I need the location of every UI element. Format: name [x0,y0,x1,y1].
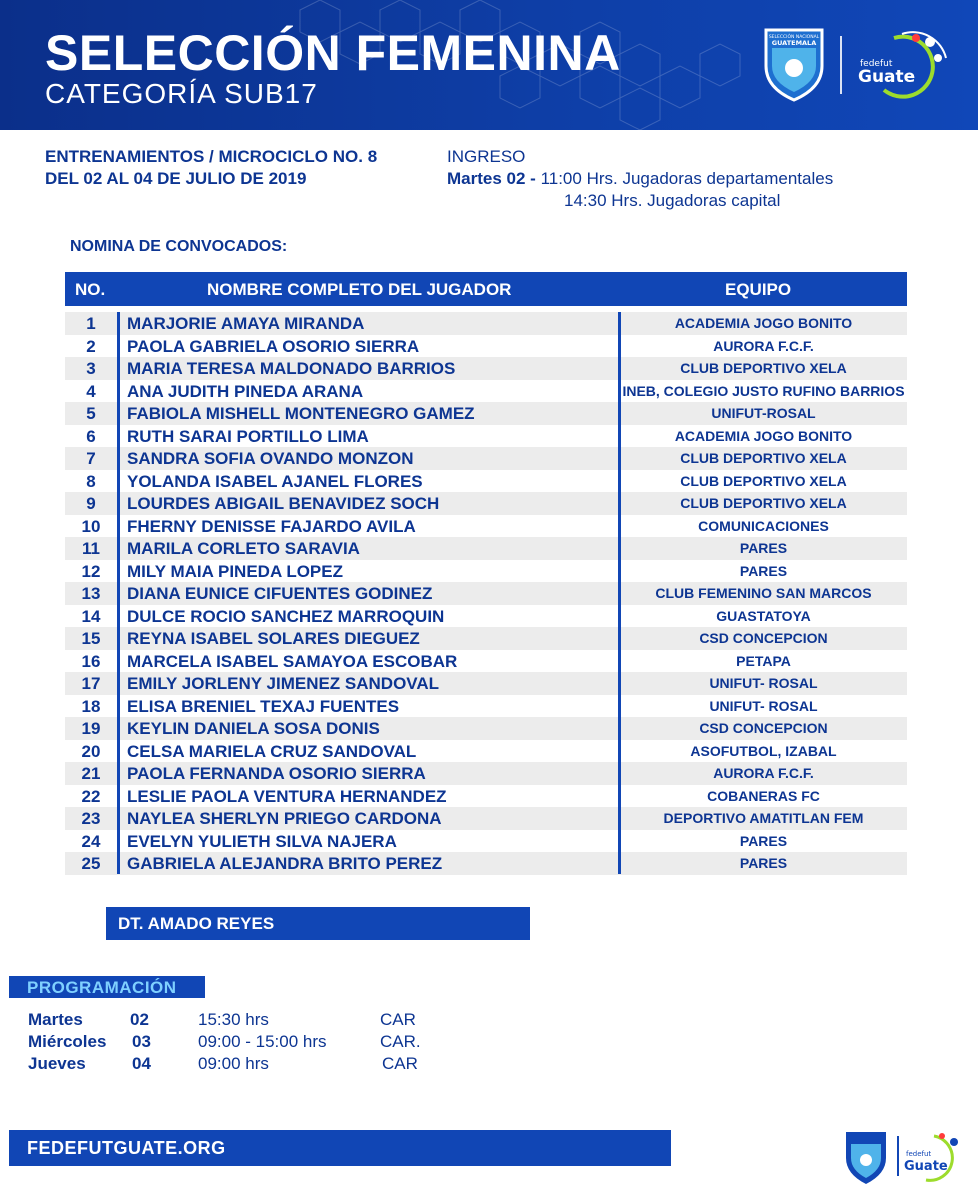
table-divider-left [117,312,120,874]
crest-main-text: GUATEMALA [771,39,817,47]
player-team: CSD CONCEPCION [699,720,828,736]
player-name: GABRIELA ALEJANDRA BRITO PEREZ [127,854,443,873]
player-name: PAOLA FERNANDA OSORIO SIERRA [127,764,426,783]
player-team: CLUB FEMENINO SAN MARCOS [655,585,872,601]
player-name: SANDRA SOFIA OVANDO MONZON [127,449,414,468]
table-header [65,272,907,306]
player-number: 4 [86,381,96,401]
footer-brand-small: fedefut [906,1150,932,1158]
player-number: 18 [81,696,101,716]
guatemala-crest-icon [762,26,826,102]
player-team: ACADEMIA JOGO BONITO [674,315,853,331]
ingreso-day: Martes 02 - [447,169,536,188]
player-name: FHERNY DENISSE FAJARDO AVILA [127,516,416,536]
player-number: 11 [82,539,100,558]
schedule-time: 15:30 hrs [198,1010,269,1029]
table-row [65,830,907,853]
schedule-day: Jueves [28,1054,86,1073]
player-team: AURORA F.C.F. [713,765,814,781]
player-name: MARCELA ISABEL SAMAYOA ESCOBAR [127,651,458,671]
player-name: EVELYN YULIETH SILVA NAJERA [127,831,397,851]
player-number: 13 [81,584,101,603]
table-row [65,335,907,358]
training-dates: DEL 02 AL 04 DE JULIO DE 2019 [45,169,307,188]
table-row [65,807,907,830]
column-header-team: EQUIPO [725,280,792,299]
player-name: MILY MAIA PINEDA LOPEZ [127,561,343,581]
ingreso-time-2: 14:30 Hrs. Jugadoras capital [564,191,781,210]
player-number: 14 [81,606,101,626]
brand-small-text: fedefut [860,59,893,69]
player-name: MARJORIE AMAYA MIRANDA [127,314,365,333]
player-number: 24 [81,831,101,851]
player-team: PARES [739,832,788,849]
schedule-time: 09:00 - 15:00 hrs [198,1032,327,1051]
player-name: NAYLEA SHERLYN PRIEGO CARDONA [127,809,442,828]
player-number: 22 [81,786,101,806]
player-number: 21 [81,764,101,783]
table-row [65,447,907,470]
player-team: COBANERAS FC [707,787,820,804]
table-row [65,762,907,785]
player-team: PARES [739,562,788,579]
table-row [65,515,907,538]
page-subtitle: CATEGORÍA SUB17 [45,78,318,109]
table-row [65,470,907,493]
header-banner [0,0,978,130]
player-number: 23 [81,809,101,828]
player-team: COMUNICACIONES [698,517,829,534]
player-number: 25 [81,854,101,873]
player-number: 1 [86,314,96,333]
player-name: YOLANDA ISABEL AJANEL FLORES [127,471,423,491]
player-team: ACADEMIA JOGO BONITO [674,427,853,444]
player-number: 6 [86,426,96,446]
player-number: 10 [81,516,101,536]
schedule-place: CAR [382,1054,418,1073]
table-row [65,785,907,808]
ingreso-info [447,146,833,212]
player-number: 5 [86,404,96,423]
player-name: ANA JUDITH PINEDA ARANA [127,381,364,401]
player-number: 19 [81,719,101,738]
player-team: CLUB DEPORTIVO XELA [680,495,847,511]
player-name: KEYLIN DANIELA SOSA DONIS [127,719,380,738]
player-number: 17 [81,674,101,693]
table-row [65,852,907,875]
header-logos [762,26,962,106]
table-row [65,627,907,650]
player-name: LESLIE PAOLA VENTURA HERNANDEZ [127,786,447,806]
training-title: ENTRENAMIENTOS / MICROCICLO NO. 8 [45,147,378,166]
player-name: EMILY JORLENY JIMENEZ SANDOVAL [127,674,440,693]
table-row [65,717,907,740]
player-name: LOURDES ABIGAIL BENAVIDEZ SOCH [127,494,440,513]
table-row [65,740,907,763]
player-team: PETAPA [736,652,791,669]
player-name: RUTH SARAI PORTILLO LIMA [127,426,369,446]
schedule-day: Miércoles [28,1032,107,1051]
ingreso-time-1: 11:00 Hrs. Jugadoras departamentales [540,169,834,188]
table-row [65,312,907,335]
player-team: CSD CONCEPCION [699,630,828,646]
player-number: 15 [81,629,101,648]
brand-main-text: Guate [858,67,916,87]
footer-logo-icon [842,1128,972,1188]
player-number: 16 [81,651,101,671]
table-row [65,380,907,403]
ingreso-line-1 [447,168,833,190]
player-number: 20 [81,741,101,761]
schedule-time: 09:00 hrs [198,1054,269,1073]
player-number: 2 [86,336,96,356]
column-header-no: NO. [75,280,106,299]
player-team: PARES [739,540,788,556]
player-team: CLUB DEPORTIVO XELA [680,472,847,489]
ingreso-label: INGRESO [447,147,526,166]
player-number: 8 [86,471,96,491]
website-link[interactable]: FEDEFUTGUATE.ORG [9,1130,671,1166]
players-table [65,312,907,875]
player-number: 9 [86,494,96,513]
table-row [65,492,907,515]
column-header-name: NOMBRE COMPLETO DEL JUGADOR [207,280,512,299]
player-name: DULCE ROCIO SANCHEZ MARROQUIN [127,606,445,626]
player-name: MARIA TERESA MALDONADO BARRIOS [127,359,456,378]
table-row [65,650,907,673]
schedule-date: 04 [132,1054,151,1073]
table-row [65,695,907,718]
player-number: 3 [86,359,96,378]
player-name: ELISA BRENIEL TEXAJ FUENTES [127,696,400,716]
schedule-day: Martes [28,1010,83,1029]
player-team: AURORA F.C.F. [713,337,814,354]
table-divider-right [618,312,621,874]
table-row [65,672,907,695]
logo-divider [840,36,842,94]
page-title: SELECCIÓN FEMENINA [45,25,621,81]
table-row [65,402,907,425]
crest-top-text: SELECCIÓN NACIONAL [768,35,820,40]
player-team: GUASTATOYA [716,607,811,624]
player-team: PARES [739,855,788,871]
player-name: MARILA CORLETO SARAVIA [127,539,360,558]
player-number: 12 [81,561,101,581]
player-team: DEPORTIVO AMATITLAN FEM [663,810,864,826]
programacion-label: PROGRAMACIÓN [9,976,205,998]
player-name: DIANA EUNICE CIFUENTES GODINEZ [127,584,433,603]
player-team: INEB, COLEGIO JUSTO RUFINO BARRIOS [622,382,905,399]
player-name: CELSA MARIELA CRUZ SANDOVAL [127,741,417,761]
training-info [45,146,377,190]
coach-bar: DT. AMADO REYES [106,907,530,940]
player-team: UNIFUT-ROSAL [711,405,816,421]
table-row [65,425,907,448]
player-team: UNIFUT- ROSAL [709,697,818,714]
table-row [65,560,907,583]
table-row [65,582,907,605]
player-team: ASOFUTBOL, IZABAL [690,742,837,759]
table-row [65,537,907,560]
player-name: PAOLA GABRIELA OSORIO SIERRA [127,336,420,356]
schedule-date: 03 [132,1032,151,1051]
player-name: FABIOLA MISHELL MONTENEGRO GAMEZ [127,404,475,423]
player-team: CLUB DEPORTIVO XELA [680,450,847,466]
fedefut-guate-logo-icon [854,28,954,104]
footer-brand-main: Guate [904,1159,948,1174]
player-team: UNIFUT- ROSAL [709,675,818,691]
nomina-label: NOMINA DE CONVOCADOS: [70,238,288,255]
player-name: REYNA ISABEL SOLARES DIEGUEZ [127,629,420,648]
table-row [65,605,907,628]
player-team: CLUB DEPORTIVO XELA [680,360,847,376]
schedule-place: CAR. [380,1032,421,1051]
schedule-date: 02 [130,1010,149,1029]
player-number: 7 [86,449,96,468]
table-row [65,357,907,380]
schedule-place: CAR [380,1010,416,1029]
